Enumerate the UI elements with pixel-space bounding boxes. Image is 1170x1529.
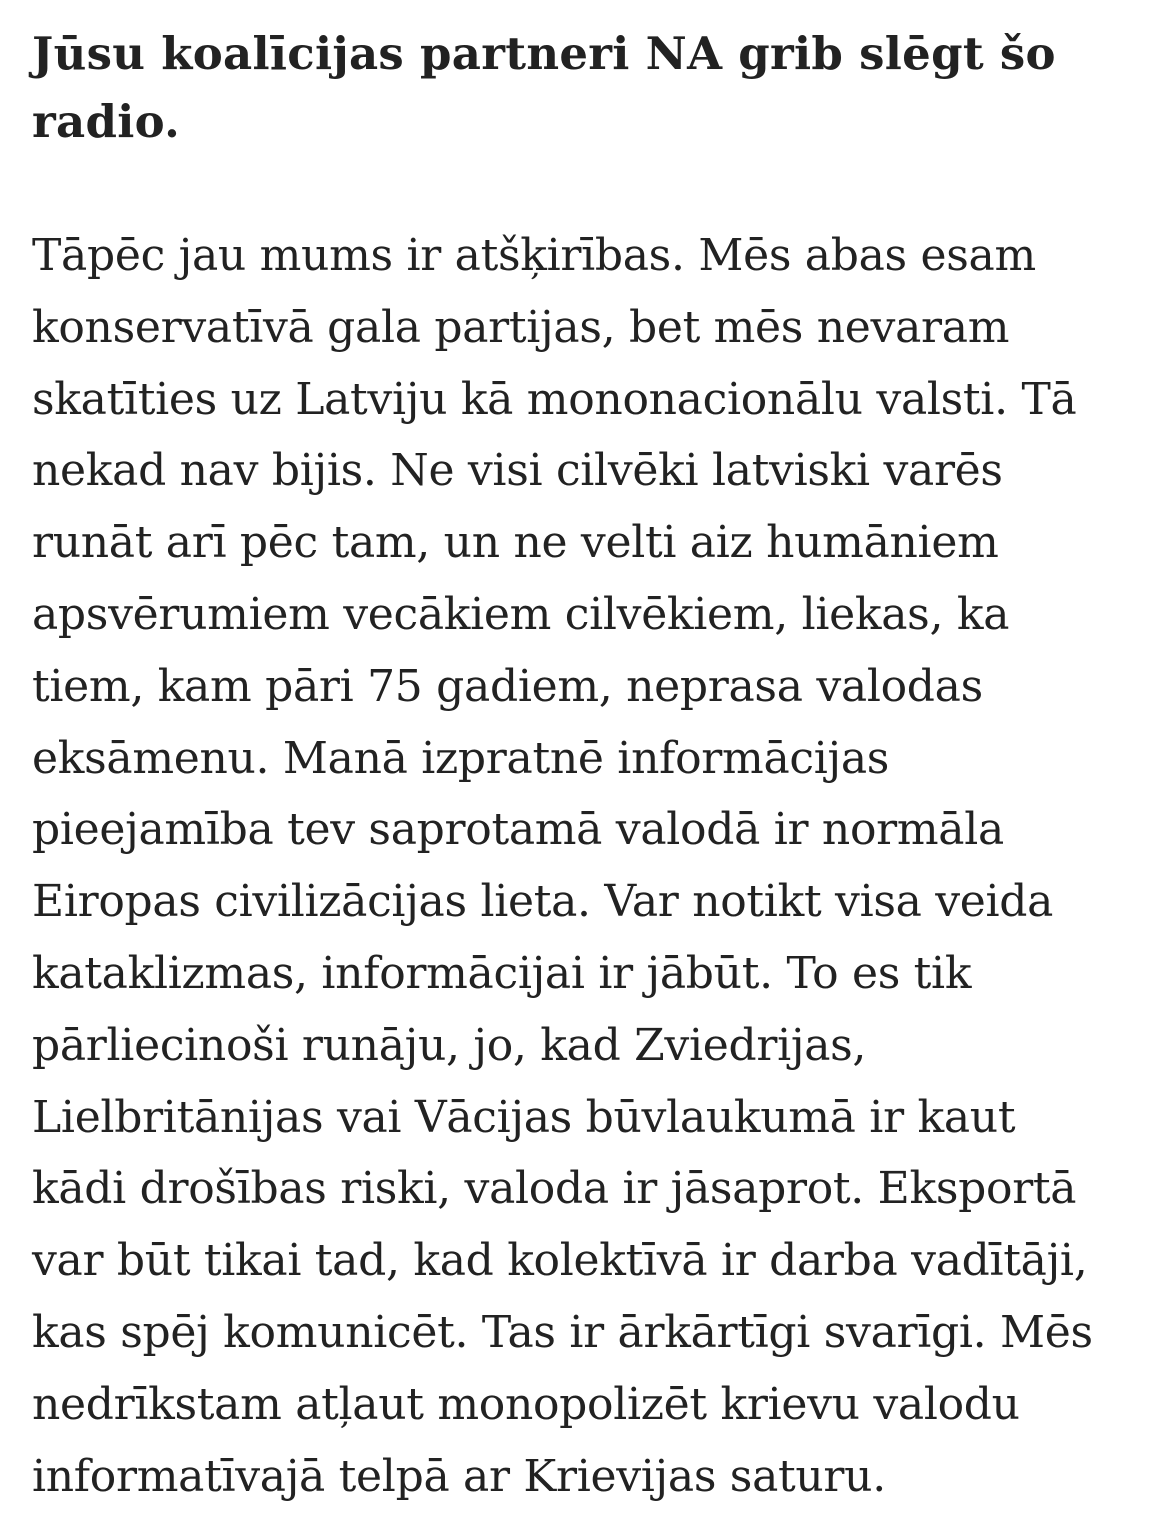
answer-line: Lielbritānijas vai Vācijas būvlaukumā ir kaut: [32, 1091, 1016, 1143]
article: [32, 20, 1144, 1502]
answer-line: informatīvajā telpā ar Krievijas saturu.: [32, 1450, 886, 1502]
question-line: Jūsu koalīcijas partneri NA grib slēgt šo: [32, 27, 1056, 80]
answer-line: kas spēj komunicēt. Tas ir ārkārtīgi svarīgi. Mēs: [32, 1306, 1093, 1358]
answer-line: Eiropas civilizācijas lieta. Var notikt visa veida: [32, 876, 1054, 928]
answer-line: apsvērumiem vecākiem cilvēkiem, liekas, ka: [32, 588, 1010, 640]
answer-line: nekad nav bijis. Ne visi cilvēki latviski varēs: [32, 445, 1003, 497]
interview-question: [32, 20, 1144, 156]
answer-line: tiem, kam pāri 75 gadiem, neprasa valodas: [32, 660, 983, 712]
answer-line: runāt arī pēc tam, un ne velti aiz humāniem: [32, 517, 999, 569]
answer-line: nedrīkstam atļaut monopolizēt krievu valodu: [32, 1378, 1020, 1430]
answer-line: var būt tikai tad, kad kolektīvā ir darba vadītāji,: [32, 1235, 1088, 1287]
answer-line: eksāmenu. Manā izpratnē informācijas: [32, 732, 890, 784]
answer-line: pārliecinoši runāju, jo, kad Zviedrijas,: [32, 1019, 867, 1071]
question-line: radio.: [32, 95, 181, 148]
interview-answer: [32, 220, 1144, 1512]
answer-line: Tāpēc jau mums ir atšķirības. Mēs abas esam: [32, 230, 1036, 281]
answer-line: pieejamība tev saprotamā valodā ir normāla: [32, 804, 1004, 856]
answer-line: konservatīvā gala partijas, bet mēs nevaram: [32, 301, 1010, 353]
answer-line: skatīties uz Latviju kā mononacionālu valsti. Tā: [32, 373, 1077, 425]
answer-line: kādi drošības riski, valoda ir jāsaprot. Eksportā: [32, 1163, 1077, 1215]
answer-line: kataklizmas, informācijai ir jābūt. To es tik: [32, 947, 972, 999]
